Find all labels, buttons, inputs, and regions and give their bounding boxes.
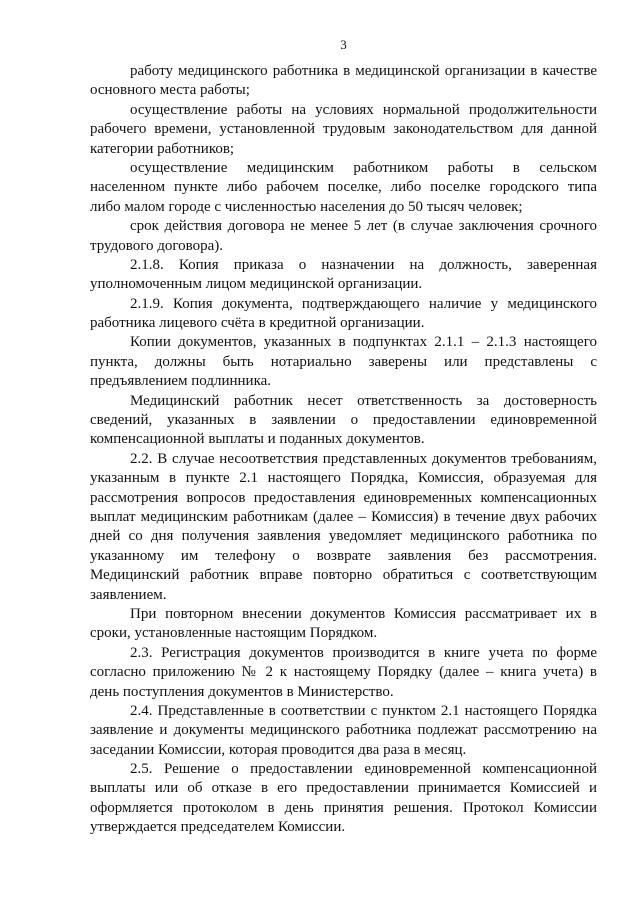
text-line: выплат медицинским работникам (далее – Комиссия) в течение двух рабочих <box>90 508 597 525</box>
text-line: 2.5. Решение о предоставлении единовременной компенсационной <box>130 761 597 778</box>
text-line: предъявлением подлинника. <box>90 373 272 390</box>
text-line: основного места работы; <box>90 82 250 99</box>
text-line: согласно приложению № 2 к настоящему Порядку (далее – книга учета) в <box>90 664 597 681</box>
text-line: компенсационной выплаты и поданных документов. <box>90 431 425 448</box>
text-line: При повторном внесении документов Комиссия рассматривает их в <box>130 605 597 622</box>
text-line: трудового договора). <box>90 237 224 254</box>
text-line: Медицинский работник вправе повторно обратиться с соответствующим <box>90 567 597 584</box>
text-line: рассмотрения вопросов предоставления единовременных компенсационных <box>90 489 597 506</box>
text-line: 2.1.9. Копия документа, подтверждающего наличие у медицинского <box>130 295 597 312</box>
text-line: заседании Комиссии, которая проводится два раза в месяц. <box>90 741 467 758</box>
text-line: 2.4. Представленные в соответствии с пунктом 2.1 настоящего Порядка <box>130 702 597 719</box>
text-line: либо малом городе с численностью населения до 50 тысяч человек; <box>90 198 523 215</box>
text-line: Медицинский работник несет ответственность за достоверность <box>130 392 597 409</box>
paragraph <box>90 392 597 450</box>
text-line: указанному им телефону о возврате заявления без рассмотрения. <box>90 547 597 564</box>
text-line: пункта, должны быть нотариально заверены или представлены с <box>90 353 597 370</box>
paragraph <box>90 62 597 101</box>
text-line: выплаты или об отказе в его предоставлении принимается Комиссией и <box>90 780 597 797</box>
text-line: сведений, указанных в заявлении о предоставлении единовременной <box>90 412 597 429</box>
paragraph <box>90 101 597 159</box>
paragraph <box>90 333 597 391</box>
text-line: уполномоченным лицом медицинской организации. <box>90 276 423 293</box>
page-number: 3 <box>340 37 347 52</box>
text-line: сроки, установленные настоящим Порядком. <box>90 625 378 642</box>
text-line: 2.1.8. Копия приказа о назначении на должность, заверенная <box>130 256 597 273</box>
text-line: 2.2. В случае несоответствия представленных документов требованиям, <box>130 450 597 467</box>
text-line: Копии документов, указанных в подпунктах 2.1.1 – 2.1.3 настоящего <box>130 334 597 351</box>
text-line: день поступления документов в Министерство. <box>90 683 394 700</box>
text-line: заявление и документы медицинского работника подлежат рассмотрению на <box>90 722 597 739</box>
document-body <box>90 62 597 838</box>
paragraph <box>90 644 597 702</box>
text-line: осуществление работы на условиях нормальной продолжительности <box>130 101 597 118</box>
text-line: утверждается председателем Комиссии. <box>90 819 346 836</box>
text-line: работника лицевого счёта в кредитной организации. <box>90 315 425 332</box>
paragraph <box>90 256 597 295</box>
text-line: осуществление медицинским работником работы в сельском <box>130 159 597 176</box>
text-line: категории работников; <box>90 140 235 157</box>
text-line: срок действия договора не менее 5 лет (в случае заключения срочного <box>130 218 597 235</box>
text-line: рабочего времени, установленной трудовым законодательством для данной <box>90 121 597 138</box>
text-line: населенном пункте либо рабочем поселке, либо поселке городского типа <box>90 179 597 196</box>
paragraph <box>90 295 597 334</box>
paragraph <box>90 159 597 217</box>
paragraph <box>90 760 597 838</box>
text-line: дней со дня получения заявления уведомляет медицинского работника по <box>90 528 597 545</box>
paragraph <box>90 702 597 760</box>
text-line: работу медицинского работника в медицинской организации в качестве <box>130 63 597 79</box>
text-line: оформляется протоколом в день принятия решения. Протокол Комиссии <box>90 799 597 816</box>
text-line: заявлением. <box>90 586 167 603</box>
paragraph <box>90 605 597 644</box>
paragraph <box>90 217 597 256</box>
text-line: указанным в пункте 2.1 настоящего Порядка, Комиссия, образуемая для <box>90 470 597 487</box>
text-line: 2.3. Регистрация документов производится в книге учета по форме <box>130 644 597 661</box>
paragraph <box>90 450 597 605</box>
